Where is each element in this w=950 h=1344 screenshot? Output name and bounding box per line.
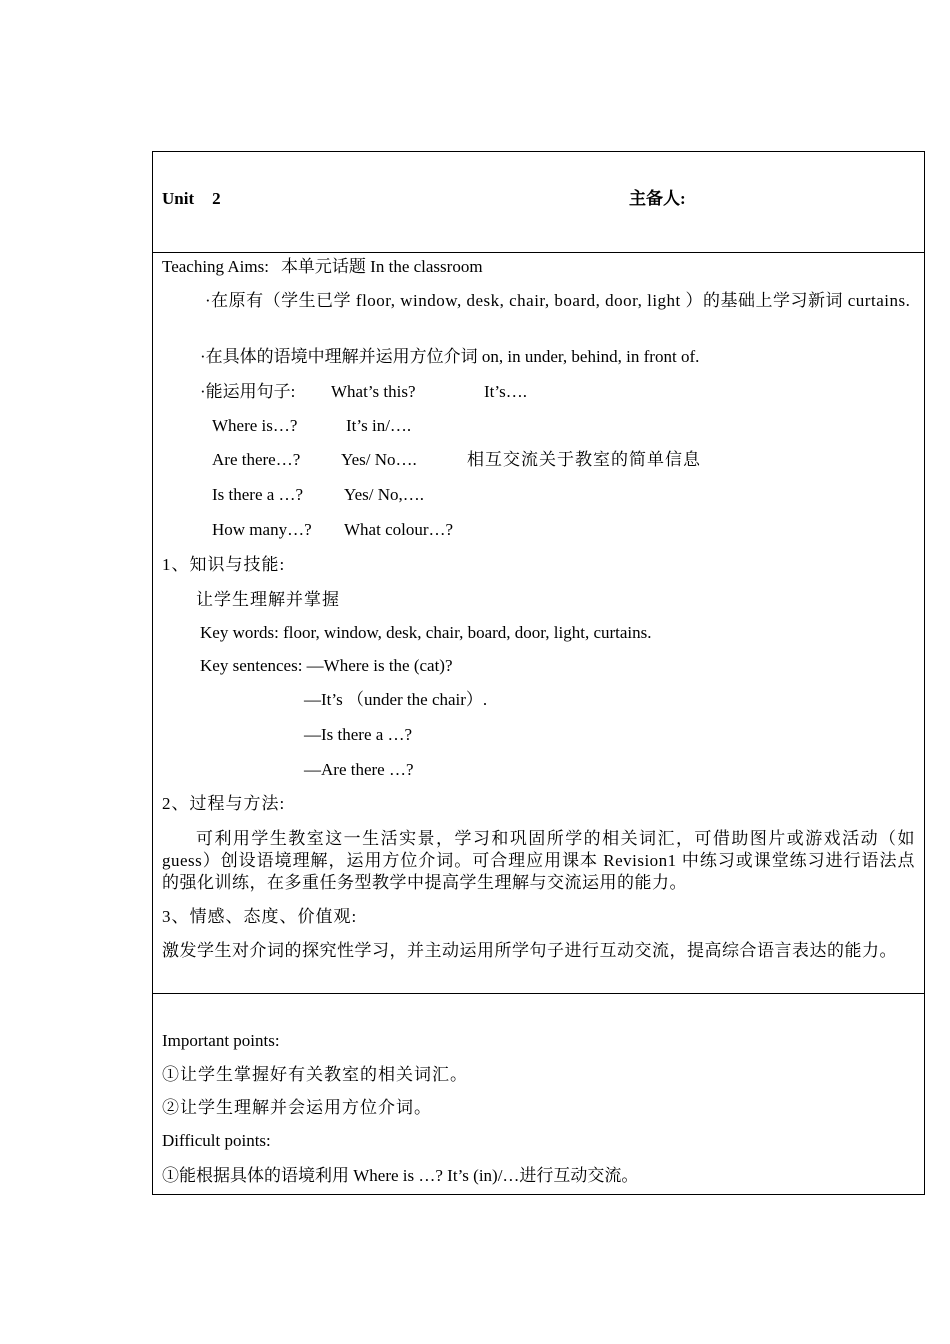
sentence-1-answer: It’s in/…. [346, 416, 412, 435]
aims-topic: 本单元话题 In the classroom [280, 257, 483, 276]
sentence-4-answer: What colour…? [344, 520, 454, 539]
key-words: Key words: floor, window, desk, chair, board, door, light, curtains. [200, 623, 652, 642]
key-points-row [153, 994, 924, 1194]
unit-label [162, 188, 221, 210]
important-point-1: ①让学生掌握好有关教室的相关词汇。 [162, 1065, 468, 1084]
section3-title: 3、情感、态度、价值观: [162, 907, 358, 926]
sentence-2-note: 相互交流关于教室的简单信息 [467, 450, 701, 469]
bullet3-answer: It’s…. [484, 382, 527, 401]
aims-title: Teaching Aims: [162, 257, 269, 276]
lesson-plan-table [152, 151, 925, 1195]
aims-bullet-2: ·在具体的语境中理解并运用方位介词 on, in under, behind, in front of. [200, 347, 700, 366]
sentence-2-answer: Yes/ No…. [341, 450, 417, 469]
section1-title: 1、知识与技能: [162, 555, 286, 574]
key-sentence-4: —Are there …? [304, 760, 414, 779]
difficult-point-1: ①能根据具体的语境利用 Where is …? It’s (in)/…进行互动交流。 [162, 1166, 639, 1185]
important-point-2: ②让学生理解并会运用方位介词。 [162, 1098, 432, 1117]
preparer-label: 主备人: [629, 189, 686, 208]
key-sentence-3: —Is there a …? [304, 725, 413, 744]
aims-heading [162, 256, 483, 278]
teaching-aims-row [153, 253, 924, 994]
sentence-3-question: Is there a …? [212, 485, 304, 504]
sentence-2-question: Are there…? [212, 450, 301, 469]
unit-word: Unit [162, 189, 195, 208]
sentence-3-answer: Yes/ No,…. [344, 485, 424, 504]
key-sentences: Key sentences: —Where is the (cat)? [200, 656, 453, 675]
difficult-title: Difficult points: [162, 1131, 271, 1150]
sentence-4-question: How many…? [212, 520, 312, 539]
header-row [153, 152, 924, 253]
bullet3-lead: ·能运用句子: [200, 382, 296, 401]
unit-number: 2 [212, 189, 221, 208]
section2-text: 可利用学生教室这一生活实景，学习和巩固所学的相关词汇，可借助图片或游戏活动（如 guess）创设语境理解，运用方位介词。可合理应用课本 Revision1 中练习或课堂练习进行语法点的强化训练，在多重任务型教学中提高学生理解与交流运用的能力。 [162, 829, 915, 892]
section1-intro: 让学生理解并掌握 [196, 590, 340, 609]
aims-bullet-3 [200, 381, 295, 403]
key-sentence-2: —It’s （under the chair）. [304, 690, 488, 709]
bullet3-question: What’s this? [331, 382, 416, 401]
section3-text: 激发学生对介词的探究性学习，并主动运用所学句子进行互动交流，提高综合语言表达的能力。 [162, 941, 897, 960]
section2-title: 2、过程与方法: [162, 794, 286, 813]
sentence-1-question: Where is…? [212, 416, 298, 435]
aims-bullet-1: ·在原有（学生已学 floor, window, desk, chair, board, door, light ）的基础上学习新词 curtains. [205, 291, 911, 310]
important-title: Important points: [162, 1031, 280, 1050]
